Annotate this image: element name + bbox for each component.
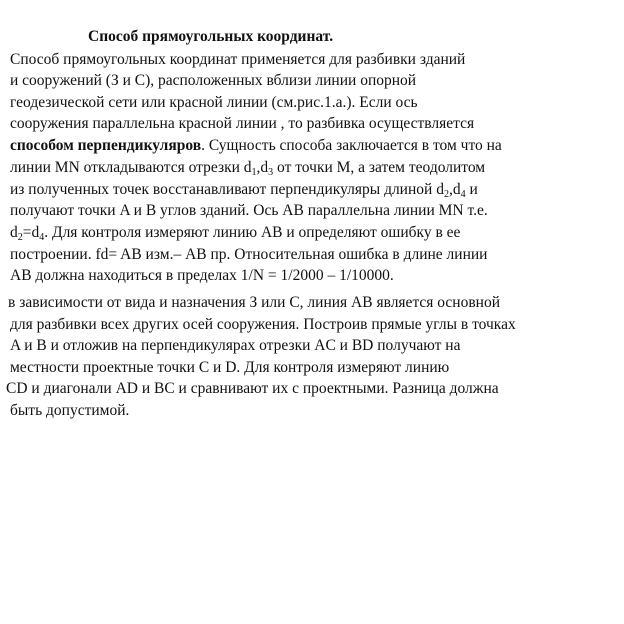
para2-line-5: CD и диагонали AD и BC и сравнивают их с проектными. Разница должна: [6, 380, 499, 397]
para2-line-3: A и B и отложив на перпендикулярах отрезки AC и BD получают на: [10, 337, 461, 354]
para2-line-4: местности проектные точки C и D. Для контроля измеряют линию: [10, 359, 450, 376]
para1-line-11: AB должна находиться в пределах 1/N = 1/2000 – 1/10000.: [10, 267, 394, 284]
para1-line-3: геодезической сети или красной линии (см.рис.1.а.). Если ось: [10, 94, 418, 111]
para2-line-2: для разбивки всех других осей сооружения. Построив прямые углы в точках: [10, 316, 516, 333]
para1-line-10: построении. fd= AB изм.– AB пр. Относительная ошибка в длине линии: [10, 246, 488, 263]
page-title: Способ прямоугольных координат.: [88, 28, 334, 45]
para1-line-8: получают точки A и B углов зданий. Ось AB параллельна линии MN т.е.: [10, 202, 488, 219]
para1-line-2: и сооружений (З и С), расположенных вблизи линии опорной: [10, 72, 417, 89]
para1-line-6: линии MN откладываются отрезки $d_1,d_3$ от точки M, а затем теодолитом: [10, 159, 486, 178]
para1-line-5: способом перпендикуляров. Сущность способа заключается в том что на: [10, 137, 502, 154]
para1-line-9: $d_2=d_4$. Для контроля измеряют линию AB и определяют ошибку в ее: [10, 224, 461, 243]
para1-line-7: из полученных точек восстанавливают перпендикуляры длиной $d_2,d_4$ и: [10, 181, 478, 200]
para1-line-1: Способ прямоугольных координат применяется для разбивки зданий: [10, 51, 466, 68]
para2-line-6: быть допустимой.: [10, 402, 130, 419]
para1-line-4: сооружения параллельна красной линии , то разбивка осуществляется: [10, 115, 475, 132]
para2-line-1: в зависимости от вида и назначения З или С, линия AB является основной: [8, 294, 501, 311]
bold-term: способом перпендикуляров: [10, 137, 202, 154]
